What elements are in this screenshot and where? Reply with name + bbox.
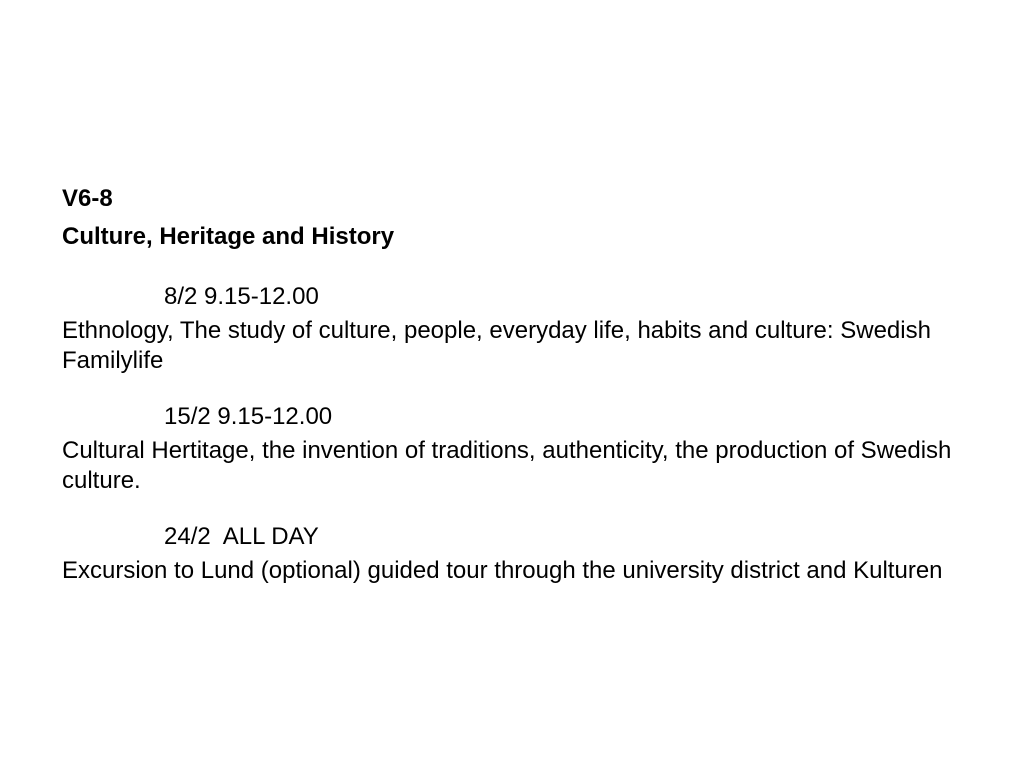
session-date: 8/2 9.15-12.00 bbox=[164, 283, 319, 310]
course-title: Culture, Heritage and History bbox=[62, 223, 395, 250]
session-description: Ethnology, The study of culture, people, everyday life, habits and culture: Swedish Familylife bbox=[62, 317, 931, 374]
slide-content bbox=[62, 180, 982, 586]
session-date: 24/2 ALL DAY bbox=[164, 523, 319, 550]
course-code: V6-8 bbox=[62, 185, 113, 212]
session-2 bbox=[62, 398, 982, 496]
session-1 bbox=[62, 278, 982, 376]
session-3 bbox=[62, 518, 982, 586]
session-description: Cultural Hertitage, the invention of traditions, authenticity, the production of Swedish culture. bbox=[62, 437, 952, 494]
session-date: 15/2 9.15-12.00 bbox=[164, 403, 333, 430]
session-description: Excursion to Lund (optional) guided tour through the university district and Kulturen bbox=[62, 557, 943, 584]
